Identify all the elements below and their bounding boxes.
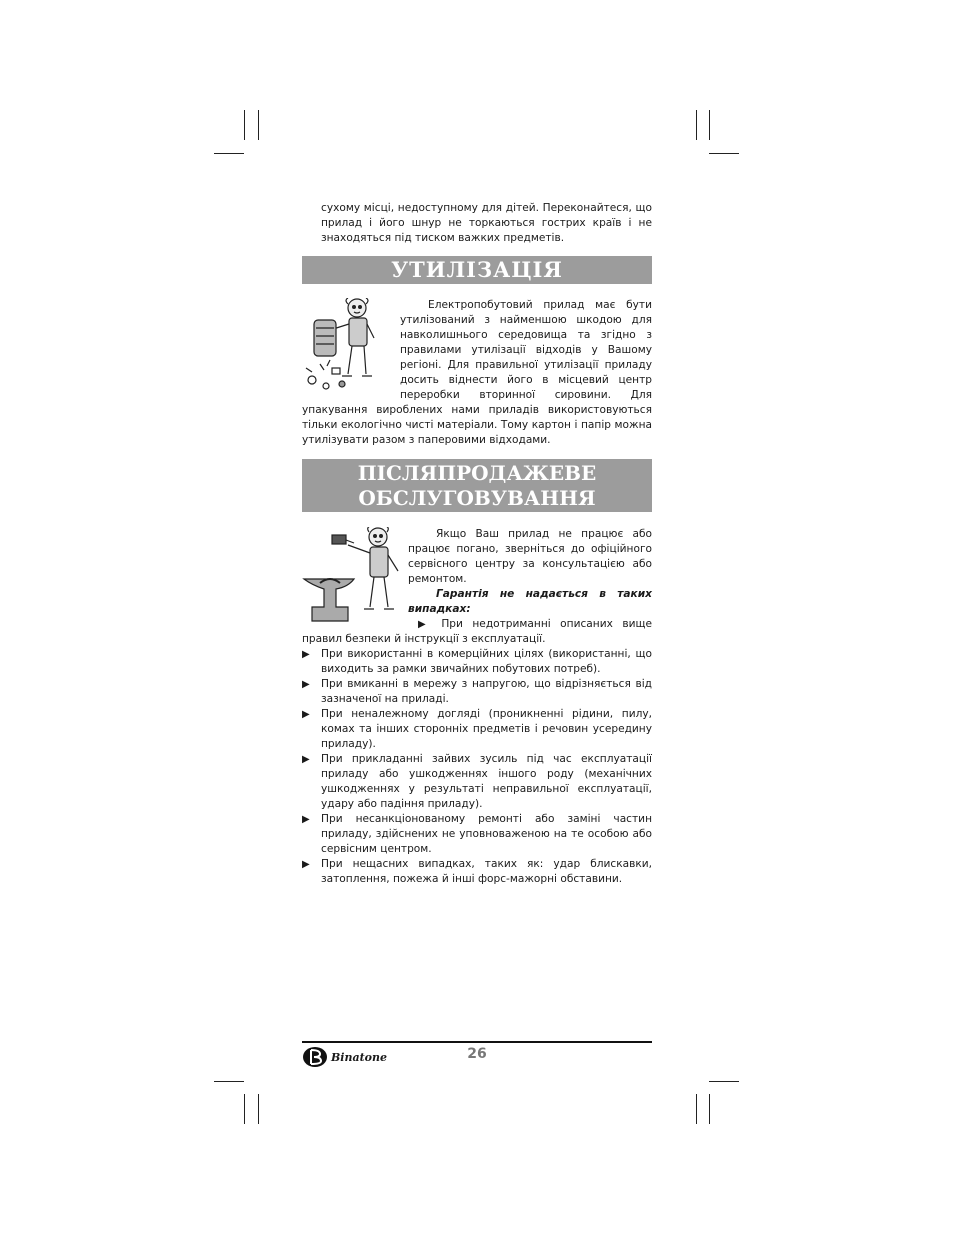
warranty-bullet-item	[302, 857, 652, 887]
crop-mark-tr-v2	[709, 110, 710, 140]
service-text: Якщо Ваш прилад не працює або працює погано, зверніться до офіційного сервісного центру за консультацією або ремонтом.	[408, 528, 652, 585]
warranty-bullet-text: При нещасних випадках, таких як: удар блискавки, затоплення, пожежа й інші форс-мажорні обставини.	[321, 858, 652, 885]
binatone-logo-icon	[302, 1046, 328, 1068]
crop-mark-tr-v	[696, 110, 697, 140]
crop-mark-tl-h	[214, 153, 244, 154]
warranty-bullet-text: При прикладанні зайвих зусиль під час експлуатації приладу або ушкодженнях іншого роду (механічних ушкодженнях у результаті неправильної експлуатації, удару або падіння приладу).	[321, 753, 652, 810]
intro-text: сухому місці, недоступному для дітей. Переконайтеся, що прилад і його шнур не торкаються гострих країв і не знаходяться під тиском важких предметів.	[321, 202, 652, 244]
brand-name: Binatone	[331, 1050, 388, 1064]
crop-mark-tl-v2	[258, 110, 259, 140]
crop-mark-tl-v	[244, 110, 245, 140]
first-bullet-text: При недотриманні описаних вище правил безпеки й інструкції з експлуатації.	[302, 618, 652, 645]
crop-mark-tr-h	[709, 153, 739, 154]
warranty-bullet-text: При вмиканні в мережу з напругою, що відрізняється від зазначеної на приладі.	[321, 678, 652, 705]
warranty-bullet-item	[302, 812, 652, 857]
warranty-bullet-item	[302, 647, 652, 677]
warranty-bullet-list	[302, 647, 652, 887]
bullet-marker-icon: ▶	[302, 814, 310, 825]
warranty-bullet-text: При використанні в комерційних цілях (використанні, що виходить за рамки звичайних побутових потреб).	[321, 648, 652, 675]
crop-mark-br-h	[709, 1081, 739, 1082]
warranty-heading: Гарантія не надається в таких випадках:	[408, 588, 652, 615]
utilization-text: Електропобутовий прилад має бути утилізований з найменшою шкодою для навколишнього середовища та згідно з правилами утилізації відходів у Вашому регіоні. Для правильної утилізації приладу досить віднести його в місцевий центр переробки вторинної сировини. Для упакування вироблених нами приладів використовуються тільки екологічно чисті матеріали. Тому картон і папір можна утилізувати разом з паперовими відходами.	[302, 299, 652, 446]
repair-illustration	[302, 527, 408, 631]
brand-logo	[302, 1046, 387, 1068]
warranty-bullet-text: При неналежному догляді (проникненні рідини, пилу, комах та інших сторонніх предметів і речовин усередину приладу).	[321, 708, 652, 750]
section-utilization-title: УТИЛІЗАЦІЯ	[302, 256, 652, 284]
warranty-bullet-text: При несанкціонованому ремонті або заміні частин приладу, здійснених не уповноваженою на те особою або сервісним центром.	[321, 813, 652, 855]
section-utilization-body	[302, 298, 652, 448]
bullet-marker-icon: ▶	[302, 859, 310, 870]
bullet-marker-icon: ▶	[302, 679, 310, 690]
warranty-bullet-item	[302, 752, 652, 812]
crop-mark-bl-v	[244, 1094, 245, 1124]
warranty-bullet-item	[302, 677, 652, 707]
page-number: 26	[467, 1046, 487, 1062]
crop-mark-br-v	[696, 1094, 697, 1124]
crop-mark-bl-h	[214, 1081, 244, 1082]
section-service-title-line2: ОБСЛУГОВУВАННЯ	[358, 486, 596, 510]
section-service-body	[302, 527, 652, 887]
recycling-illustration	[302, 298, 400, 394]
bullet-marker-icon: ▶	[302, 754, 310, 765]
section-service-title	[302, 459, 652, 512]
footer-rule	[302, 1041, 652, 1043]
warranty-bullet-item	[302, 707, 652, 752]
bullet-marker-icon: ▶	[302, 709, 310, 720]
bullet-marker-icon: ▶	[302, 649, 310, 660]
cartoon-man-anvil-hammer-icon	[302, 527, 408, 631]
intro-paragraph	[302, 201, 652, 246]
cartoon-man-recycling-icon	[302, 298, 400, 394]
section-service-title-line1: ПІСЛЯПРОДАЖЕВЕ	[357, 461, 597, 485]
bullet-marker-icon: ▶	[418, 619, 432, 630]
crop-mark-bl-v2	[258, 1094, 259, 1124]
crop-mark-br-v2	[709, 1094, 710, 1124]
